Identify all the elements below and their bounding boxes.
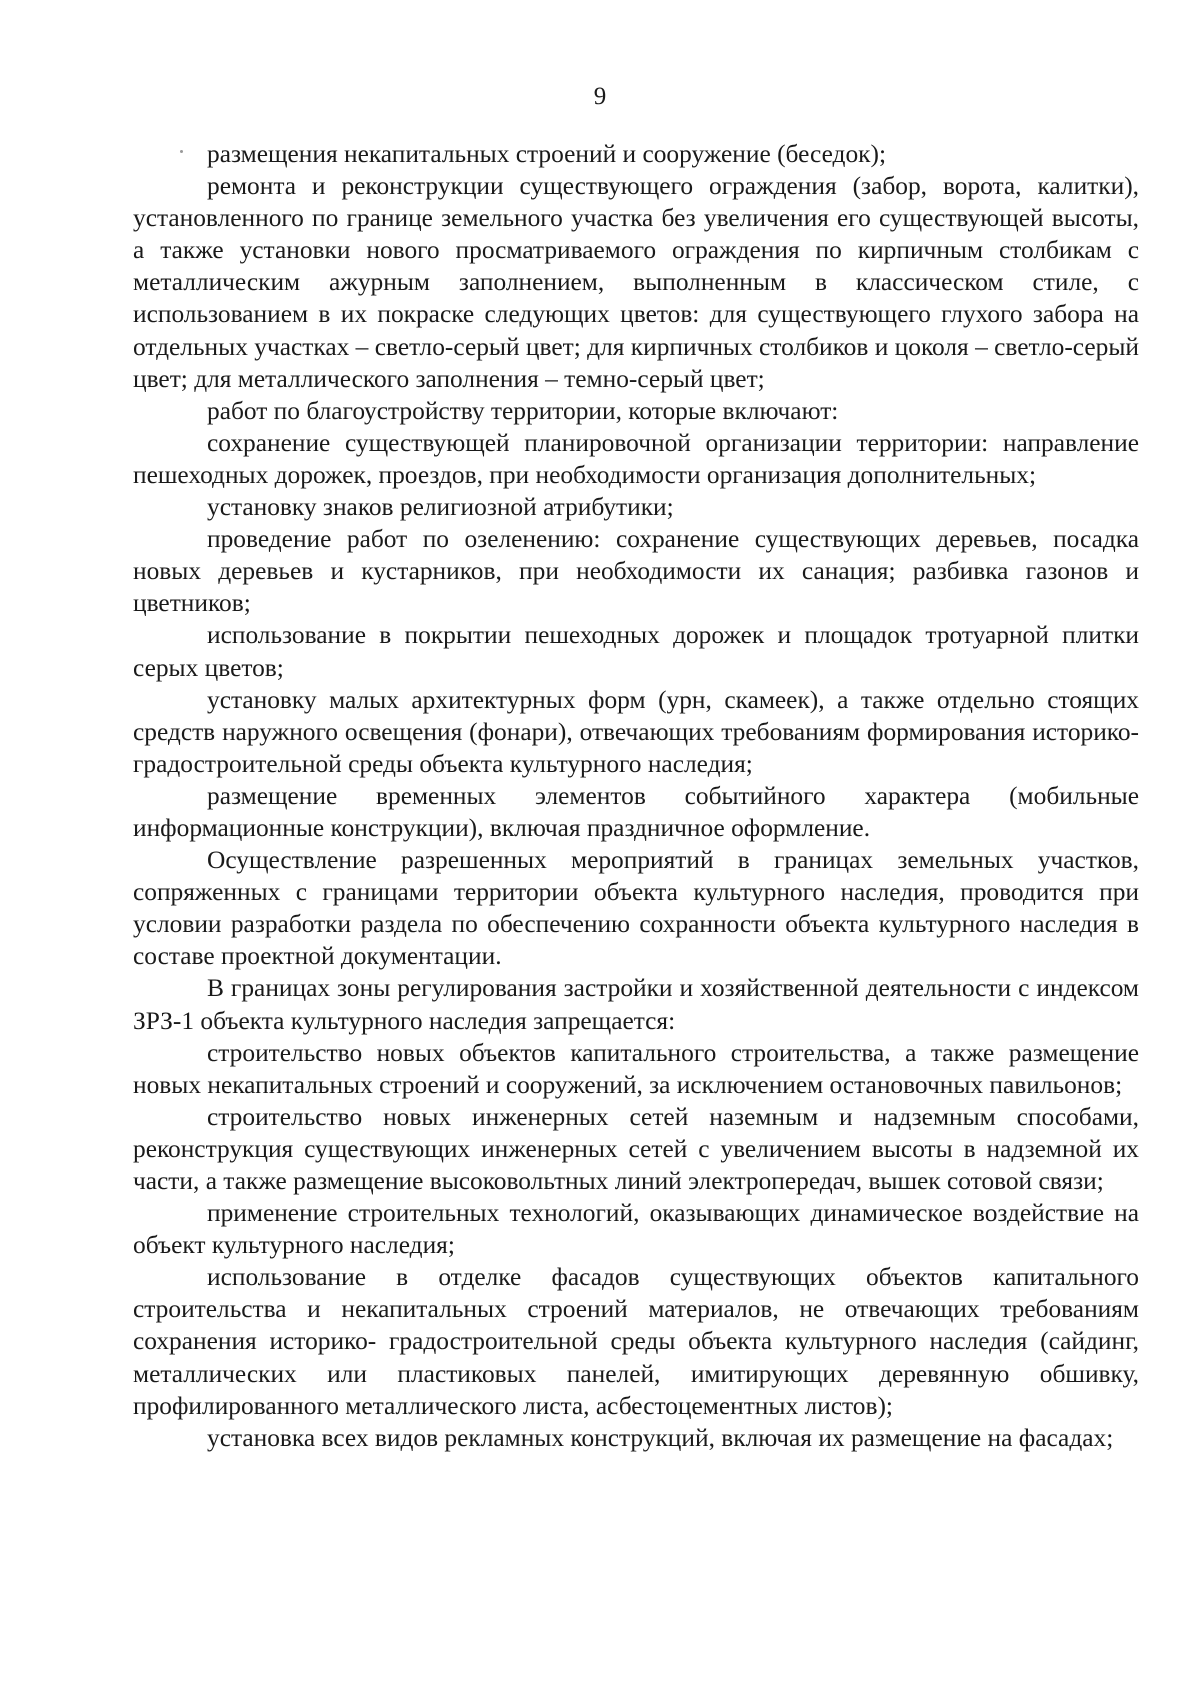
paragraph: строительство новых объектов капитального строительства, а также размещение новых некапитальных строений и сооружений, за исключением остановочных павильонов; bbox=[133, 1038, 1139, 1099]
document-body bbox=[133, 138, 1139, 1454]
paragraph: сохранение существующей планировочной организации территории: направление пешеходных дорожек, проездов, при необходимости организация дополнительных; bbox=[133, 428, 1139, 489]
paragraph: размещение временных элементов событийного характера (мобильные информационные конструкции), включая праздничное оформление. bbox=[133, 781, 1139, 842]
paragraph: установку малых архитектурных форм (урн, скамеек), а также отдельно стоящих средств наружного освещения (фонари), отвечающих требованиям формирования историко-градостроительной среды объекта культурного наследия; bbox=[133, 685, 1139, 778]
page-number: 9 bbox=[593, 83, 607, 110]
paragraph: Осуществление разрешенных мероприятий в границах земельных участков, сопряженных с границами территории объекта культурного наследия, проводится при условии разработки раздела по обеспечению сохранности объекта культурного наследия в составе проектной документации. bbox=[133, 846, 1139, 971]
paragraph: В границах зоны регулирования застройки и хозяйственной деятельности с индексом ЗРЗ-1 объекта культурного наследия запрещается: bbox=[133, 974, 1139, 1035]
paragraph: размещения некапитальных строений и сооружение (беседок); bbox=[207, 140, 887, 168]
paragraph: проведение работ по озеленению: сохранение существующих деревьев, посадка новых деревьев и кустарников, при необходимости их санация; разбивка газонов и цветников; bbox=[133, 525, 1139, 618]
paragraph: установку знаков религиозной атрибутики; bbox=[207, 493, 674, 522]
paragraph: строительство новых инженерных сетей наземным и надземным способами, реконструкция существующих инженерных сетей с увеличением высоты в надземной их части, а также размещение высоковольтных линий электропередач, вышек сотовой связи; bbox=[133, 1102, 1139, 1195]
paragraph: установка всех видов рекламных конструкций, включая их размещение на фасадах; bbox=[207, 1423, 1114, 1452]
paragraph: работ по благоустройству территории, которые включают: bbox=[207, 396, 839, 425]
paragraph: использование в покрытии пешеходных дорожек и площадок тротуарной плитки серых цветов; bbox=[133, 621, 1139, 682]
paragraph: использование в отделке фасадов существующих объектов капитального строительства и некапитальных строений материалов, не отвечающих требованиям сохранения историко- градостроительной среды объекта культурного наследия (сайдинг, металлических или пластиковых панелей, имитирующих деревянную обшивку, профилированного металлического листа, асбестоцементных листов); bbox=[133, 1263, 1139, 1420]
paragraph: применение строительных технологий, оказывающих динамическое воздействие на объект культурного наследия; bbox=[133, 1199, 1139, 1260]
paragraph: ремонта и реконструкции существующего ограждения (забор, ворота, калитки), установленного по границе земельного участка без увеличения его существующей высоты, а также установки нового просматриваемого ограждения по кирпичным столбикам с металлическим ажурным заполнением, выполненным в классическом стиле, с использованием в их покраске следующих цветов: для существующего глухого забора на отдельных участках – светло-серый цвет; для кирпичных столбиков и цоколя – светло-серый цвет; для металлического заполнения – темно-серый цвет; bbox=[133, 172, 1139, 393]
